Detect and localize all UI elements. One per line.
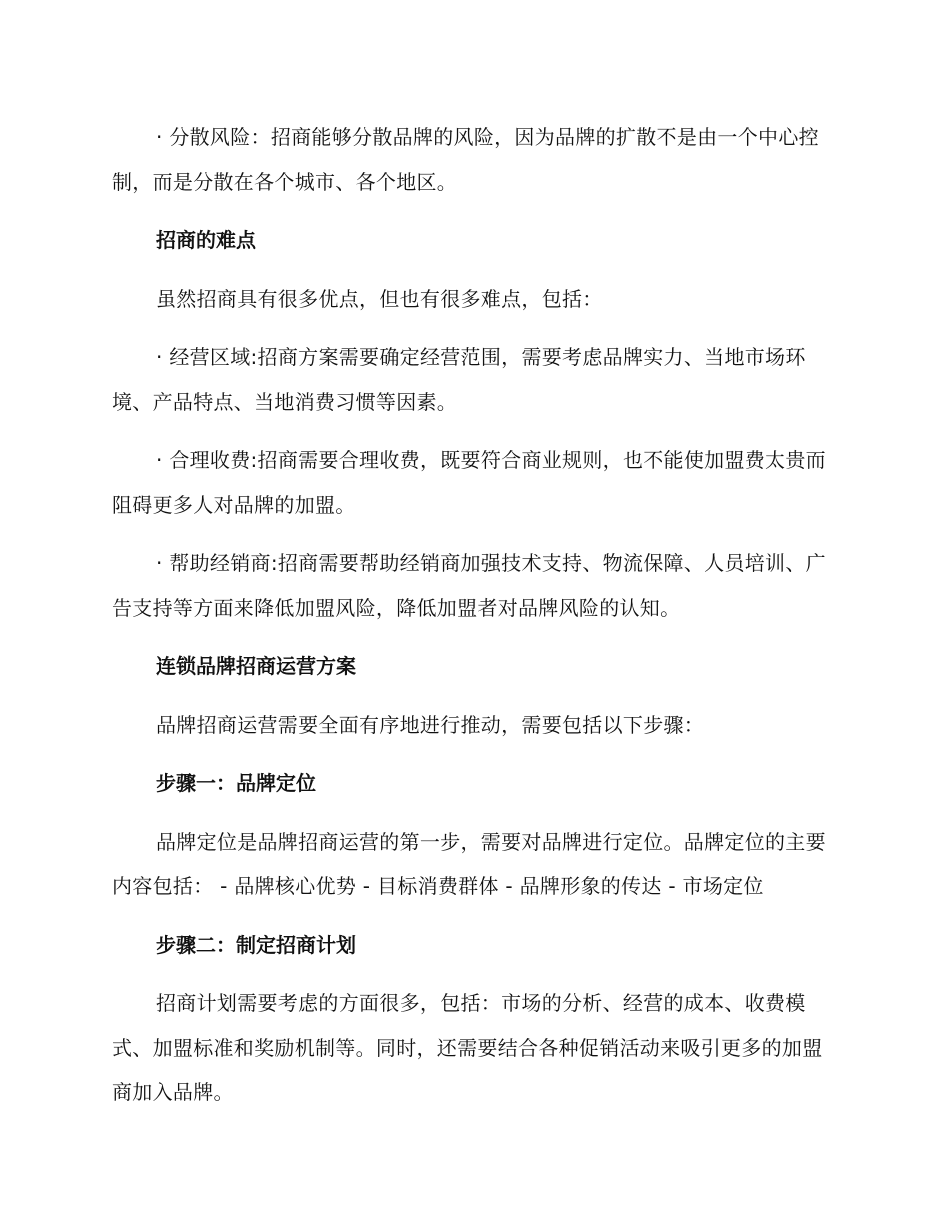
paragraph-investment-plan: 招商计划需要考虑的方面很多，包括：市场的分析、经营的成本、收费模式、加盟标准和奖励机制等。同时，还需要结合各种促销活动来吸引更多的加盟商加入品牌。: [112, 991, 823, 1104]
heading-step-one: 步骤一：品牌定位: [156, 771, 316, 795]
paragraph-reasonable-fees: · 合理收费:招商需要合理收费，既要符合商业规则，也不能使加盟费太贵而阻碍更多人对品牌的加盟。: [112, 448, 826, 517]
heading-difficulties: 招商的难点: [156, 228, 256, 252]
paragraph-diversify-risk: · 分散风险：招商能够分散品牌的风险，因为品牌的扩散不是由一个中心控制，而是分散在各个城市、各个地区。: [112, 125, 819, 194]
paragraph-brand-positioning: 品牌定位是品牌招商运营的第一步，需要对品牌进行定位。品牌定位的主要内容包括： - 品牌核心优势 - 目标消费群体 - 品牌形象的传达 - 市场定位: [112, 829, 826, 898]
paragraph-business-area: · 经营区域:招商方案需要确定经营范围，需要考虑品牌实力、当地市场环境、产品特点、当地消费习惯等因素。: [112, 345, 806, 414]
paragraph-operation-intro: 品牌招商运营需要全面有序地进行推动，需要包括以下步骤：: [156, 712, 705, 737]
paragraph-difficulties-intro: 虽然招商具有很多优点，但也有很多难点，包括：: [156, 286, 603, 311]
heading-operation-plan: 连锁品牌招商运营方案: [156, 654, 356, 678]
heading-step-two: 步骤二：制定招商计划: [156, 932, 356, 957]
paragraph-help-dealers: · 帮助经销商:招商需要帮助经销商加强技术支持、物流保障、人员培训、广告支持等方面来降低加盟风险，降低加盟者对品牌风险的认知。: [112, 551, 826, 620]
